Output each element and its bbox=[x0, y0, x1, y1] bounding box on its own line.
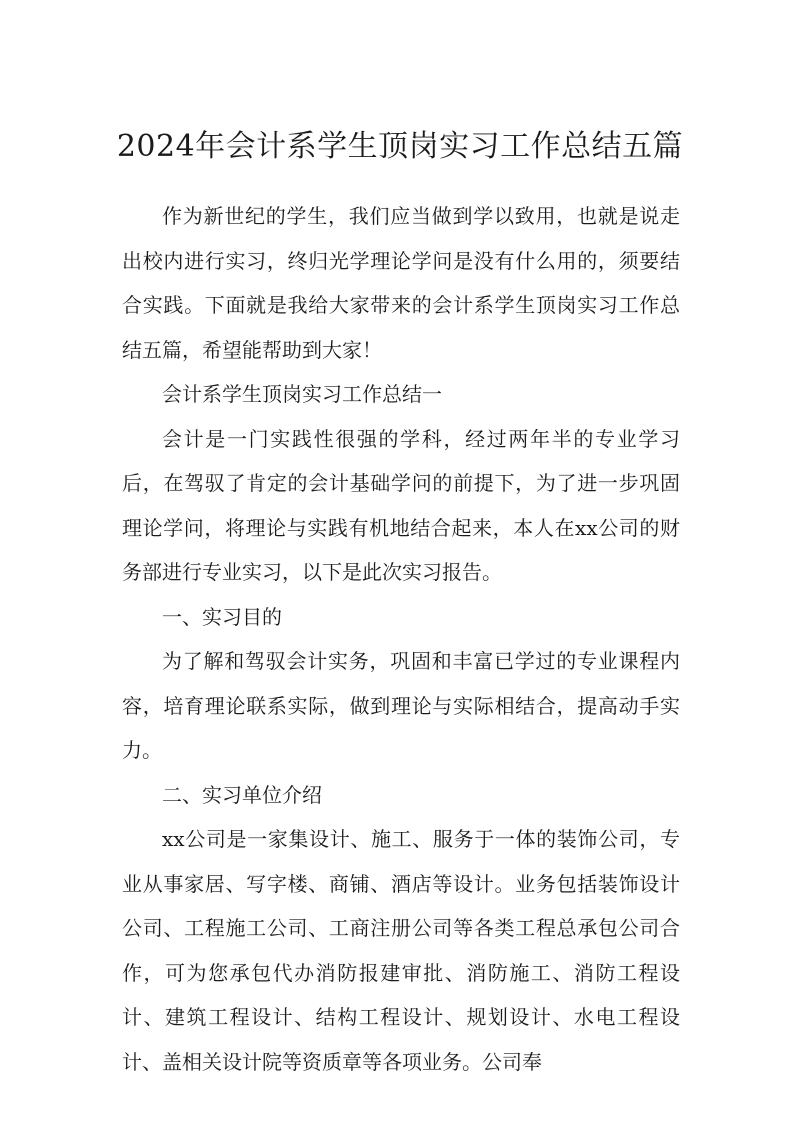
document-title: 2024年会计系学生顶岗实习工作总结五篇 bbox=[116, 129, 684, 164]
body-paragraph: 会计是一门实践性很强的学科，经过两年半的专业学习后，在驾驭了肯定的会计基础学问的前提下，为了进一步巩固理论学问，将理论与实践有机地结合起来，本人在xx公司的财务部进行专业实习，以下是此次实习报告。 bbox=[122, 426, 680, 584]
body-paragraph: xx公司是一家集设计、施工、服务于一体的装饰公司，专业从事家居、写字楼、商铺、酒店等设计。业务包括装饰设计公司、工程施工公司、工商注册公司等各类工程总承包公司合作，可为您承包代办消防报建审批、消防施工、消防工程设计、建筑工程设计、结构工程设计、规划设计、水电工程设计、盖相关设计院等资质章等各项业务。公司奉 bbox=[122, 827, 680, 1074]
section-heading-company-intro: 二、实习单位介绍 bbox=[162, 782, 322, 807]
section-heading-purpose: 一、实习目的 bbox=[162, 604, 282, 629]
document-body bbox=[122, 194, 680, 1084]
intro-paragraph: 作为新世纪的学生，我们应当做到学以致用，也就是说走出校内进行实习，终归光学理论学问是没有什么用的，须要结合实践。下面就是我给大家带来的会计系学生顶岗实习工作总结五篇，希望能帮助到大家！ bbox=[122, 204, 680, 362]
section-heading-summary-one: 会计系学生顶岗实习工作总结一 bbox=[162, 382, 442, 406]
body-paragraph: 为了解和驾驭会计实务，巩固和丰富已学过的专业课程内容，培育理论联系实际，做到理论与实际相结合，提高动手实力。 bbox=[122, 649, 680, 762]
